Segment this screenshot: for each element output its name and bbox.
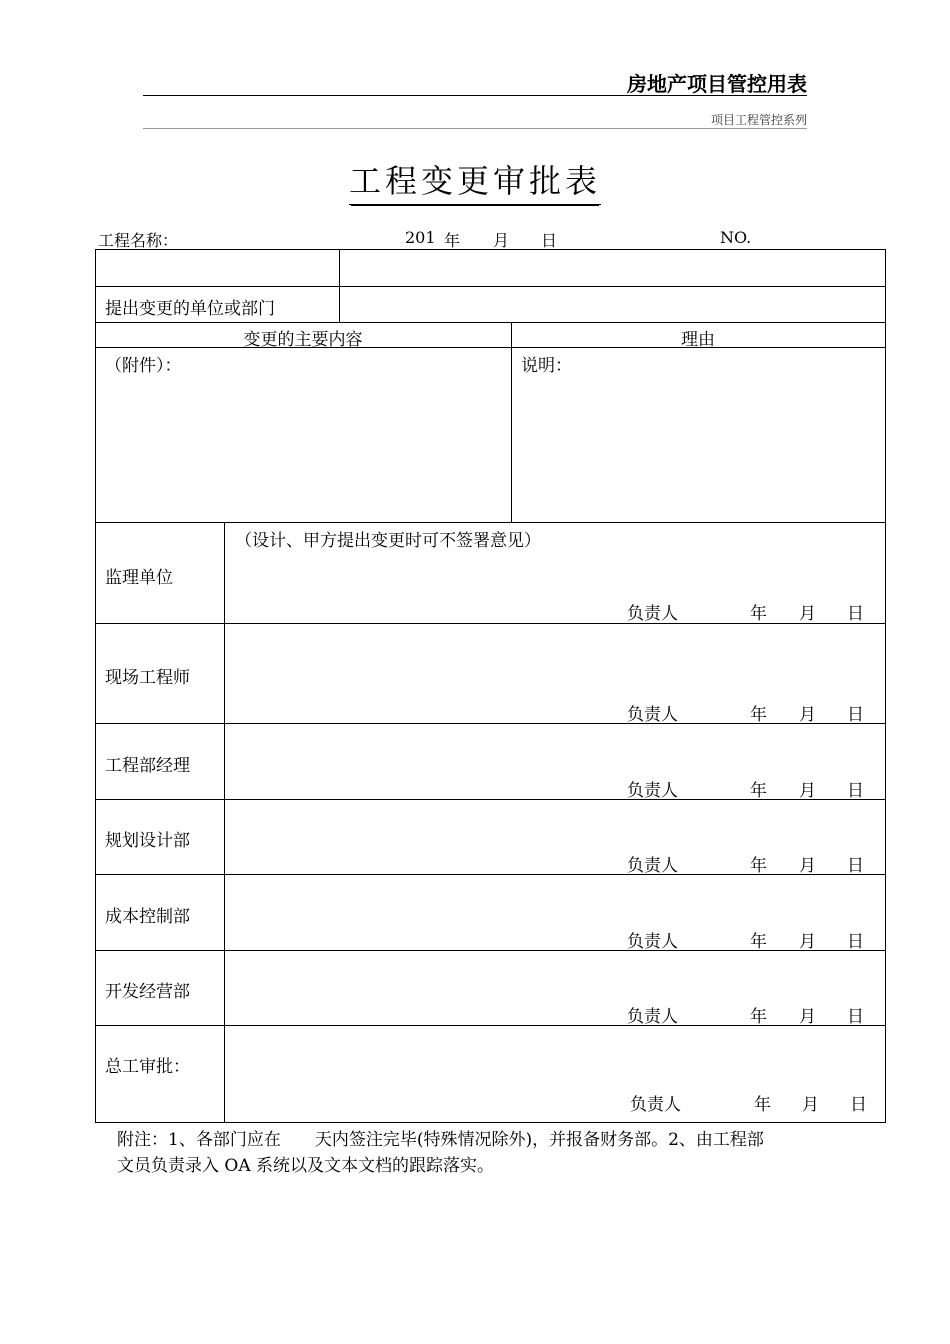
approval-label-planning-design: 规划设计部 [105, 831, 190, 851]
sign-label: 负责人 [627, 856, 678, 876]
sign-label: 负责人 [627, 781, 678, 801]
main-content-header: 变更的主要内容 [243, 330, 363, 350]
project-name-label: 工程名称： [98, 231, 179, 250]
sign-year: 年 [750, 781, 767, 801]
form-border-right [885, 249, 886, 1123]
approval-label-cost-control: 成本控制部 [105, 907, 190, 927]
sign-month: 月 [799, 1007, 816, 1027]
attachment-label: （附件）： [105, 356, 182, 376]
sign-day: 日 [847, 932, 864, 952]
sign-month: 月 [799, 604, 816, 624]
form-border-left [95, 249, 96, 1123]
row-line [95, 950, 886, 951]
sign-month: 月 [799, 705, 816, 725]
month-label: 月 [493, 231, 510, 250]
no-label: NO. [720, 228, 752, 247]
row-line [95, 799, 886, 800]
row-line [95, 1025, 886, 1026]
explanation-label: 说明： [521, 356, 572, 376]
sign-label: 负责人 [627, 932, 678, 952]
footnote-line-2: 文员负责录入 OA 系统以及文本文档的跟踪落实。 [117, 1156, 495, 1176]
header-title: 房地产项目管控用表 [627, 72, 807, 96]
approval-label-chief-engineer: 总工审批： [105, 1057, 190, 1077]
header-subtitle: 项目工程管控系列 [710, 113, 807, 127]
approval-label-development: 开发经营部 [105, 982, 190, 1002]
sign-label: 负责人 [630, 1095, 681, 1115]
reason-header: 理由 [681, 330, 715, 350]
sign-month: 月 [802, 1095, 819, 1115]
sign-year: 年 [750, 705, 767, 725]
sign-month: 月 [799, 856, 816, 876]
sign-month: 月 [799, 781, 816, 801]
change-approval-form [95, 249, 886, 1123]
supervision-note: （设计、甲方提出变更时可不签署意见） [235, 531, 541, 551]
approval-label-site-engineer: 现场工程师 [105, 668, 190, 688]
sign-day: 日 [850, 1095, 867, 1115]
form-border-bottom [95, 1122, 886, 1123]
form-border-top [95, 249, 886, 250]
sign-year: 年 [754, 1095, 771, 1115]
sign-day: 日 [847, 781, 864, 801]
row-line [95, 623, 886, 624]
row-line [95, 723, 886, 724]
sign-label: 负责人 [627, 1007, 678, 1027]
sign-label: 负责人 [627, 705, 678, 725]
footnote [117, 1127, 867, 1179]
sign-year: 年 [750, 1007, 767, 1027]
row-line [95, 322, 886, 323]
sign-month: 月 [799, 932, 816, 952]
day-label: 日 [541, 231, 558, 250]
sign-day: 日 [847, 1007, 864, 1027]
row-line [95, 874, 886, 875]
dept-label: 提出变更的单位或部门 [105, 299, 275, 319]
year-prefix: 201 [405, 228, 436, 247]
header-rule [143, 95, 807, 96]
approval-label-supervision: 监理单位 [105, 568, 173, 588]
row-line [95, 286, 886, 287]
year-label: 年 [444, 231, 461, 250]
col-line [511, 322, 512, 522]
footnote-line-1: 附注：1、各部门应在 天内签注完毕(特殊情况除外)，并报备财务部。2、由工程部 [117, 1130, 764, 1150]
approval-label-engineering-manager: 工程部经理 [105, 756, 190, 776]
sign-label: 负责人 [627, 604, 678, 624]
sign-day: 日 [847, 604, 864, 624]
sign-year: 年 [750, 604, 767, 624]
document-title-text: 工程变更审批表 [349, 156, 601, 205]
header-subrule [143, 128, 807, 129]
sign-day: 日 [847, 856, 864, 876]
col-line [339, 249, 340, 322]
document-title [0, 156, 950, 205]
sign-day: 日 [847, 705, 864, 725]
col-line [224, 522, 225, 1122]
sign-year: 年 [750, 856, 767, 876]
sign-year: 年 [750, 932, 767, 952]
row-line [95, 522, 886, 523]
